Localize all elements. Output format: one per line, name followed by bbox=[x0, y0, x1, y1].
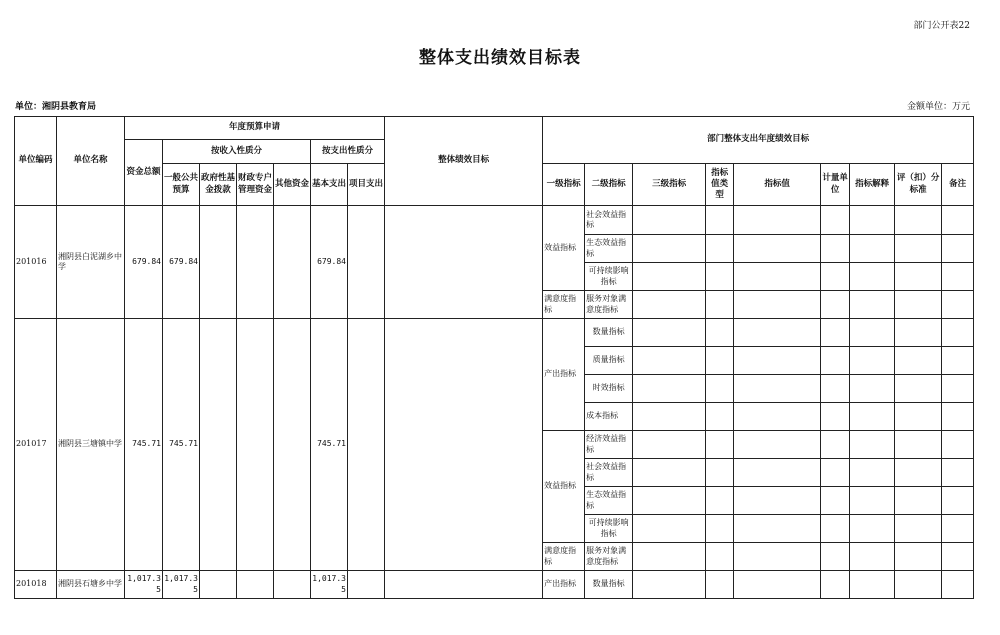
col-measure-unit: 计量单位 bbox=[821, 164, 850, 206]
other-fund-cell bbox=[274, 206, 311, 319]
col-remark: 备注 bbox=[942, 164, 974, 206]
col-annual-budget: 年度预算申请 bbox=[125, 117, 385, 140]
unit-code-cell: 201016 bbox=[15, 206, 57, 319]
total-cell: 679.84 bbox=[125, 206, 163, 319]
unit-code-cell: 201017 bbox=[15, 319, 57, 571]
level2-cell: 服务对象满意度指标 bbox=[585, 291, 633, 319]
col-level3: 三级指标 bbox=[633, 164, 706, 206]
other-fund-cell bbox=[274, 571, 311, 599]
col-value: 指标值 bbox=[734, 164, 821, 206]
page-title: 整体支出绩效目标表 bbox=[419, 48, 581, 68]
level2-cell: 经济效益指标 bbox=[585, 431, 633, 459]
performance-table bbox=[14, 116, 974, 599]
gov-fund-cell bbox=[200, 571, 237, 599]
total-cell: 1,017.35 bbox=[125, 571, 163, 599]
col-overall-goal: 整体绩效目标 bbox=[385, 117, 543, 206]
level2-cell: 成本指标 bbox=[585, 403, 633, 431]
overall-goal-cell bbox=[385, 571, 543, 599]
unit-name-cell: 湘阴县三塘镇中学 bbox=[57, 319, 125, 571]
project-exp-cell bbox=[348, 206, 385, 319]
col-level1: 一级指标 bbox=[543, 164, 585, 206]
general-budget-cell: 679.84 bbox=[163, 206, 200, 319]
project-exp-cell bbox=[348, 571, 385, 599]
level1-cell: 产出指标 bbox=[543, 319, 585, 431]
col-value-type: 指标值类型 bbox=[706, 164, 734, 206]
col-basic-exp: 基本支出 bbox=[311, 164, 348, 206]
col-unit-code: 单位编码 bbox=[15, 117, 57, 206]
col-explain: 指标解释 bbox=[850, 164, 895, 206]
table-row bbox=[15, 571, 974, 599]
level1-cell: 效益指标 bbox=[543, 206, 585, 291]
table-number-label: 部门公开表22 bbox=[913, 21, 970, 31]
special-fund-cell bbox=[237, 571, 274, 599]
col-unit-name: 单位名称 bbox=[57, 117, 125, 206]
table-row bbox=[15, 206, 974, 235]
general-budget-cell: 745.71 bbox=[163, 319, 200, 571]
level1-cell: 满意度指标 bbox=[543, 543, 585, 571]
level2-cell: 时效指标 bbox=[585, 375, 633, 403]
level2-cell: 社会效益指标 bbox=[585, 206, 633, 235]
col-gov-fund: 政府性基金拨款 bbox=[200, 164, 237, 206]
special-fund-cell bbox=[237, 319, 274, 571]
level2-cell: 可持续影响指标 bbox=[585, 263, 633, 291]
unit-code-cell: 201018 bbox=[15, 571, 57, 599]
gov-fund-cell bbox=[200, 206, 237, 319]
col-special-fund: 财政专户管理资金 bbox=[237, 164, 274, 206]
unit-name-cell: 湘阴县白泥湖乡中学 bbox=[57, 206, 125, 319]
col-level2: 二级指标 bbox=[585, 164, 633, 206]
level2-cell: 生态效益指标 bbox=[585, 235, 633, 263]
level1-cell: 效益指标 bbox=[543, 431, 585, 543]
level2-cell: 生态效益指标 bbox=[585, 487, 633, 515]
col-by-income: 按收入性质分 bbox=[163, 140, 311, 164]
level1-cell: 产出指标 bbox=[543, 571, 585, 599]
level2-cell: 质量指标 bbox=[585, 347, 633, 375]
level2-cell: 服务对象满意度指标 bbox=[585, 543, 633, 571]
special-fund-cell bbox=[237, 206, 274, 319]
col-general-budget: 一般公共预算 bbox=[163, 164, 200, 206]
overall-goal-cell bbox=[385, 206, 543, 319]
total-cell: 745.71 bbox=[125, 319, 163, 571]
col-score-std: 评（扣）分标准 bbox=[895, 164, 942, 206]
col-project-exp: 项目支出 bbox=[348, 164, 385, 206]
col-by-expense: 按支出性质分 bbox=[311, 140, 385, 164]
gov-fund-cell bbox=[200, 319, 237, 571]
unit-label: 单位：湘阴县教育局 bbox=[15, 102, 97, 112]
table-row bbox=[15, 319, 974, 347]
other-fund-cell bbox=[274, 319, 311, 571]
col-total: 资金总额 bbox=[125, 140, 163, 206]
basic-exp-cell: 1,017.35 bbox=[311, 571, 348, 599]
basic-exp-cell: 679.84 bbox=[311, 206, 348, 319]
general-budget-cell: 1,017.35 bbox=[163, 571, 200, 599]
amount-unit-label: 金额单位：万元 bbox=[906, 102, 970, 112]
col-dept-goal: 部门整体支出年度绩效目标 bbox=[543, 117, 974, 164]
level2-cell: 数量指标 bbox=[585, 319, 633, 347]
level2-cell: 社会效益指标 bbox=[585, 459, 633, 487]
col-other-fund: 其他资金 bbox=[274, 164, 311, 206]
project-exp-cell bbox=[348, 319, 385, 571]
level2-cell: 数量指标 bbox=[585, 571, 633, 599]
basic-exp-cell: 745.71 bbox=[311, 319, 348, 571]
level1-cell: 满意度指标 bbox=[543, 291, 585, 319]
overall-goal-cell bbox=[385, 319, 543, 571]
unit-name-cell: 湘阴县石塘乡中学 bbox=[57, 571, 125, 599]
level2-cell: 可持续影响指标 bbox=[585, 515, 633, 543]
